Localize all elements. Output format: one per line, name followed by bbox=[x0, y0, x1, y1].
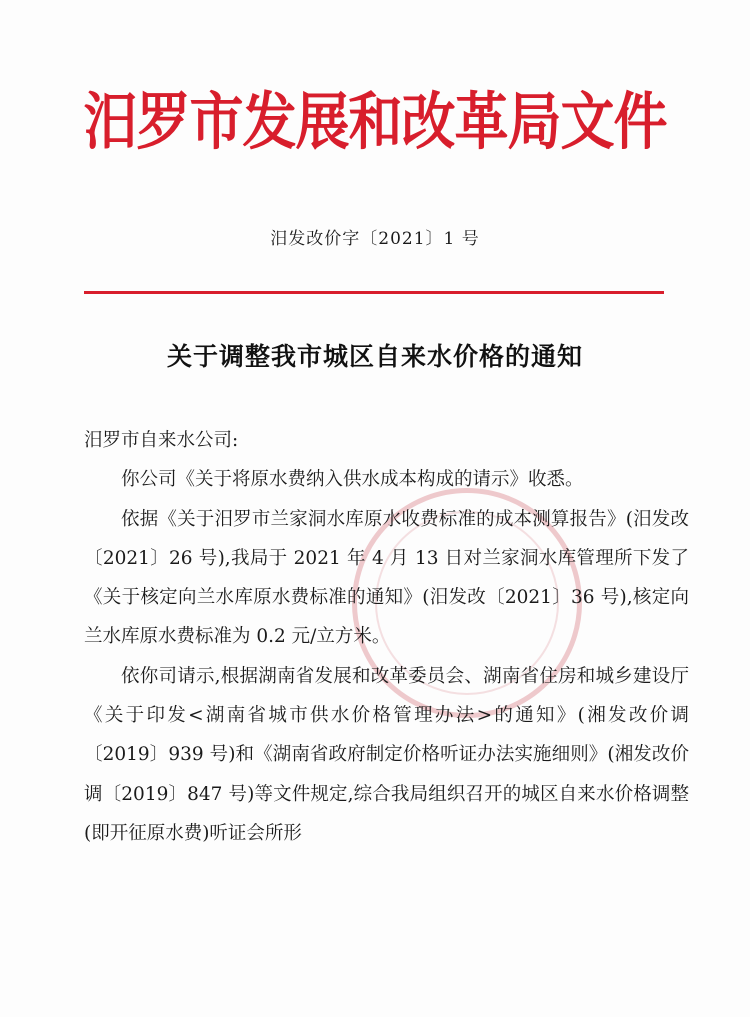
body-paragraph: 依你司请示,根据湖南省发展和改革委员会、湖南省住房和城乡建设厅《关于印发<湖南省城市供水价格管理办法>的通知》(湘发改价调〔2019〕939 号)和《湖南省政府制定价格听证办法实施细则》(湘发改价调〔2019〕847 号)等文件规定,综合我局组织召开的城区自来水价格调整(即开征原水费)听证会所形 bbox=[84, 665, 689, 844]
body-paragraph: 依据《关于汨罗市兰家洞水库原水收费标准的成本测算报告》(汨发改〔2021〕26 号),我局于 2021 年 4 月 13 日对兰家洞水库管理所下发了《关于核定向兰水库原水费标准的通知》(汨发改〔2021〕36 号),核定向兰水库原水费标准为 0.2 元/立方米。 bbox=[84, 508, 689, 648]
issuing-authority-header: 汨罗市发展和改革局文件 bbox=[83, 84, 667, 158]
document-title: 关于调整我市城区自来水价格的通知 bbox=[166, 342, 583, 371]
addressee: 汨罗市自来水公司: bbox=[84, 430, 239, 451]
body-paragraph: 你公司《关于将原水费纳入供水成本构成的请示》收悉。 bbox=[121, 469, 584, 491]
document-number: 汨发改价字〔2021〕1 号 bbox=[270, 229, 480, 249]
document-body bbox=[84, 421, 689, 853]
red-divider-line bbox=[84, 291, 664, 294]
